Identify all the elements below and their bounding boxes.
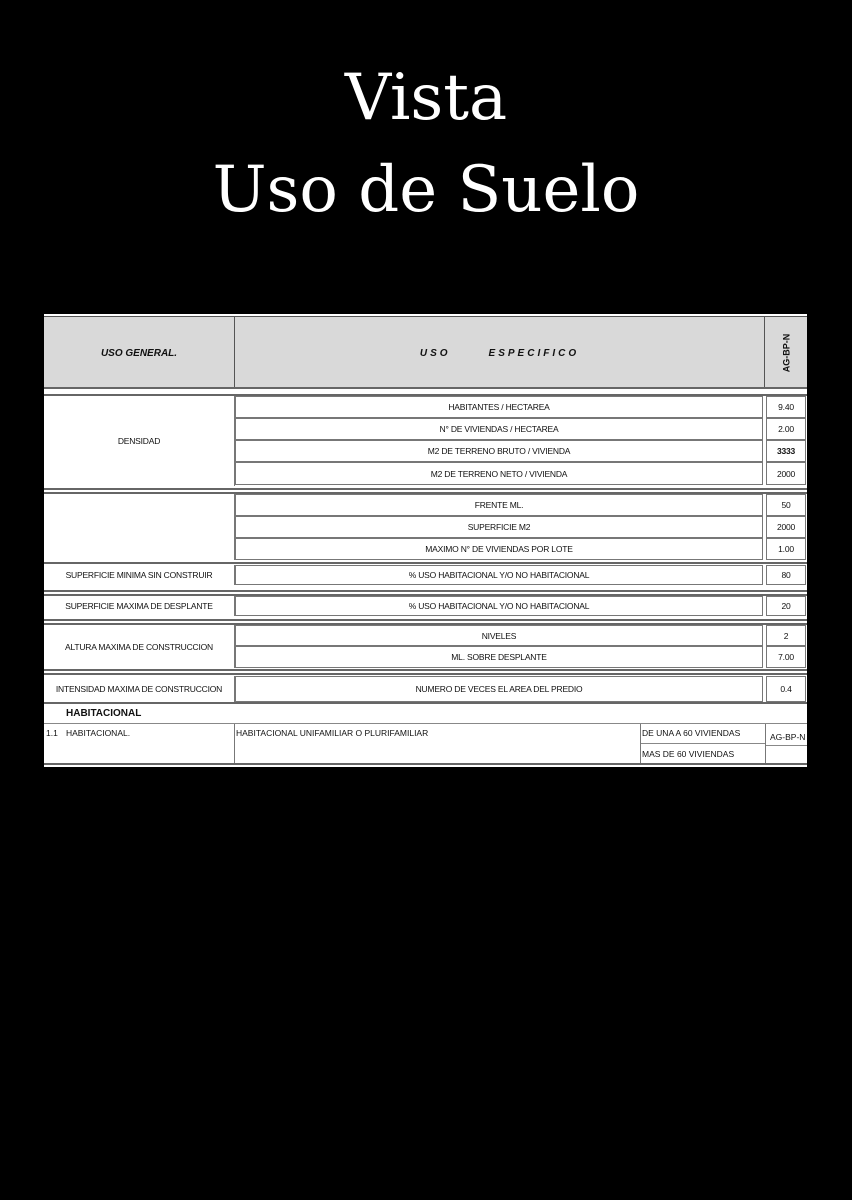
spec-cell: M2 DE TERRENO NETO / VIVIENDA: [235, 462, 763, 485]
header-especifico: ESPECIFICO: [488, 347, 580, 359]
habitacional-rule: [44, 723, 807, 724]
group-label-sup-maxima: SUPERFICIE MAXIMA DE DESPLANTE: [65, 601, 213, 611]
habitacional-spec: HABITACIONAL UNIFAMILIAR O PLURIFAMILIAR: [236, 728, 429, 738]
divider: [234, 596, 235, 616]
table-bottom-rule: [44, 763, 807, 765]
value-cell: 80: [766, 565, 806, 585]
header-uso-especifico: [235, 317, 765, 389]
habitacional-sub2: MAS DE 60 VIVIENDAS: [642, 749, 735, 759]
spec-cell: FRENTE ML.: [235, 494, 763, 516]
value-cell: 1.00: [766, 538, 806, 560]
group-label-intensidad: INTENSIDAD MAXIMA DE CONSTRUCCION: [55, 684, 223, 694]
group-rule: [44, 669, 807, 671]
habitacional-zone-code: AG-BP-N: [770, 732, 806, 742]
table-header: [44, 316, 807, 389]
group-label-empty: [44, 494, 234, 559]
value-cell: 50: [766, 494, 806, 516]
habitacional-title: HABITACIONAL: [66, 708, 142, 719]
value-cell: 3333: [766, 440, 806, 462]
divider: [766, 745, 807, 746]
divider: [234, 494, 235, 560]
spec-cell: NIVELES: [235, 625, 763, 646]
habitacional-sub1: DE UNA A 60 VIVIENDAS: [642, 728, 741, 738]
group-label-altura: ALTURA MAXIMA DE CONSTRUCCION: [64, 641, 213, 652]
header-rule: [44, 387, 807, 389]
spec-cell: % USO HABITACIONAL Y/O NO HABITACIONAL: [235, 565, 763, 585]
group-label-densidad: DENSIDAD: [117, 436, 161, 446]
divider: [234, 396, 235, 486]
divider: [234, 565, 235, 585]
title-line-2: Uso de Suelo: [212, 153, 640, 227]
value-cell: 2.00: [766, 418, 806, 440]
group-rule: [44, 562, 807, 564]
value-cell: 7.00: [766, 646, 806, 668]
header-zone-code: [765, 317, 807, 389]
divider: [641, 743, 765, 744]
value-cell: 2000: [766, 516, 806, 538]
value-cell: 2000: [766, 462, 806, 485]
divider: [234, 625, 235, 668]
spec-cell: % USO HABITACIONAL Y/O NO HABITACIONAL: [235, 596, 763, 616]
spec-cell: HABITANTES / HECTAREA: [235, 396, 763, 418]
group-rule: [44, 673, 807, 675]
header-uso-general: USO GENERAL.: [44, 317, 235, 389]
spec-cell: ML. SOBRE DESPLANTE: [235, 646, 763, 668]
value-cell: 0.4: [766, 676, 806, 702]
value-cell: 20: [766, 596, 806, 616]
spec-cell: SUPERFICIE M2: [235, 516, 763, 538]
group-rule: [44, 619, 807, 621]
spec-cell: N° DE VIVIENDAS / HECTAREA: [235, 418, 763, 440]
header-uso: USO: [419, 347, 451, 359]
group-rule: [44, 488, 807, 490]
divider: [765, 724, 766, 764]
divider: [234, 676, 235, 702]
value-cell: 2: [766, 625, 806, 646]
habitacional-number: 1.1: [46, 728, 58, 738]
group-label-sup-minima: SUPERFICIE MINIMA SIN CONSTRUIR: [65, 570, 213, 580]
header-zone-code-text: AG-BP-N: [781, 333, 791, 373]
divider: [640, 724, 641, 764]
group-rule: [44, 590, 807, 592]
title-line-1: Vista: [344, 61, 508, 135]
spec-cell: MAXIMO N° DE VIVIENDAS POR LOTE: [235, 538, 763, 560]
value-cell: 9.40: [766, 396, 806, 418]
land-use-table: [44, 314, 807, 767]
group-rule: [44, 702, 807, 704]
divider: [234, 724, 235, 764]
spec-cell: NUMERO DE VECES EL AREA DEL PREDIO: [235, 676, 763, 702]
habitacional-label: HABITACIONAL.: [66, 728, 131, 738]
spec-cell: M2 DE TERRENO BRUTO / VIVIENDA: [235, 440, 763, 462]
